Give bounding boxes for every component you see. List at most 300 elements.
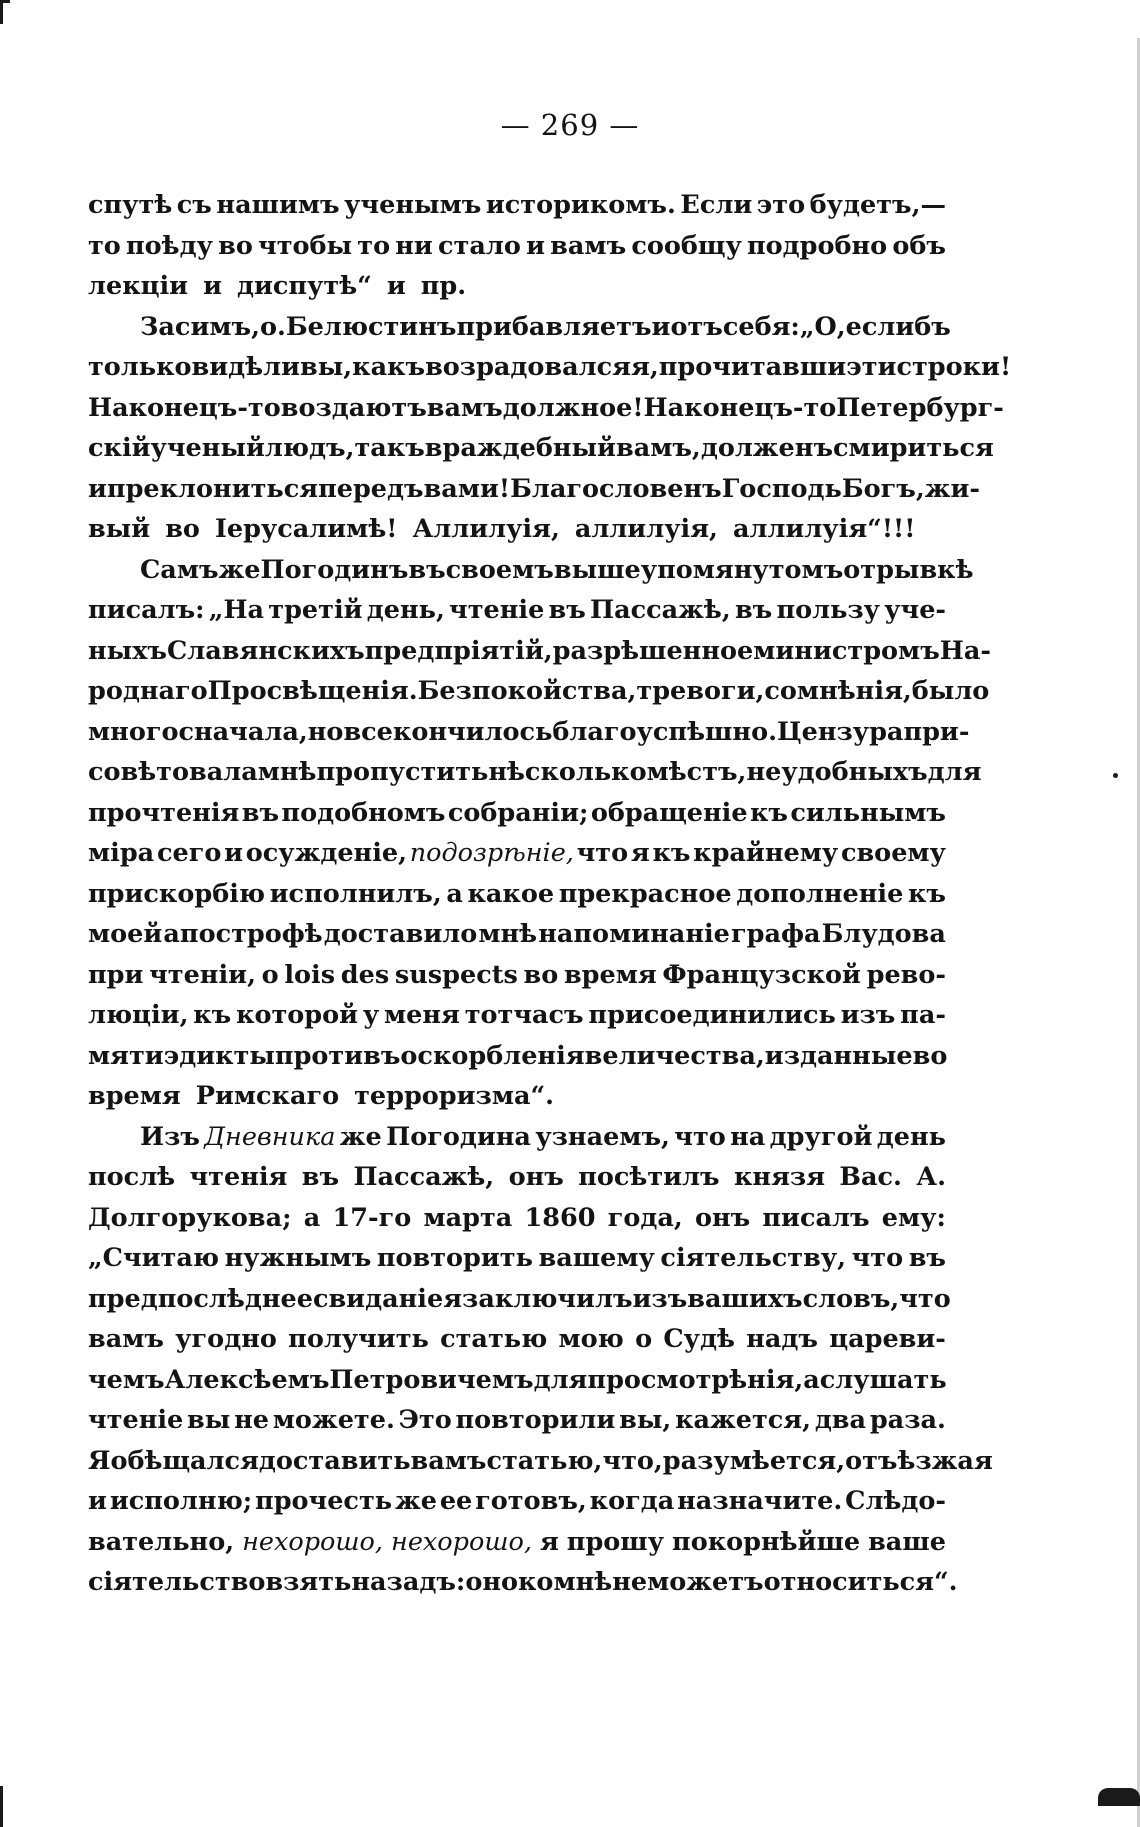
word: аллилуія, — [574, 514, 718, 544]
word: и — [88, 473, 107, 504]
text-line — [88, 307, 951, 348]
word: сіятельство — [88, 1567, 266, 1597]
word: Я — [88, 1445, 111, 1476]
word: историкомъ. — [485, 190, 676, 220]
word: и — [526, 230, 545, 261]
text-line — [88, 833, 946, 874]
word: своемъ — [445, 554, 554, 585]
word: о — [635, 1324, 653, 1354]
word: я — [630, 838, 650, 868]
word: Слѣдо- — [845, 1486, 946, 1516]
word: своему — [840, 838, 946, 868]
word: прошу — [566, 1526, 665, 1557]
word: обѣщался — [110, 1445, 259, 1476]
word: нашимъ — [216, 190, 340, 220]
word: и — [224, 838, 243, 868]
word: вышеупомянутомъ — [553, 554, 844, 585]
word: назначите. — [677, 1486, 843, 1516]
word: мѣстъ, — [646, 757, 747, 787]
word: и — [651, 311, 671, 342]
word: все — [343, 716, 393, 747]
text-line — [88, 1036, 946, 1077]
word: ученый — [150, 433, 265, 463]
word: вы, — [299, 352, 353, 382]
italic-word: подозрѣніе, — [409, 838, 574, 868]
word: что — [674, 1121, 726, 1152]
word: ни — [395, 230, 433, 261]
word: воздаютъ — [280, 392, 427, 423]
word: исполню; — [109, 1486, 253, 1516]
word: противъ — [274, 1040, 401, 1071]
word: цареви- — [829, 1324, 946, 1354]
word: совѣтовала — [88, 757, 258, 787]
word: нѣсколько — [488, 757, 647, 787]
word: предпослѣднее — [88, 1283, 313, 1314]
word: 1860 — [524, 1202, 596, 1233]
word: Безпокойства, — [417, 676, 637, 706]
word: графа — [730, 919, 821, 949]
word: прибавляетъ — [456, 311, 652, 342]
text-line — [88, 347, 1012, 388]
word: Цензура — [776, 716, 904, 747]
word: пр. — [420, 271, 467, 301]
text-line — [88, 226, 946, 267]
word: не — [234, 1405, 269, 1435]
body-text — [88, 185, 1012, 1603]
text-line — [88, 914, 946, 955]
word: какое — [467, 878, 555, 909]
word: въ — [734, 595, 773, 625]
word: эдикты — [163, 1040, 275, 1071]
word: „Считаю — [88, 1243, 220, 1273]
word: разумѣется, — [662, 1445, 846, 1476]
word: крайнему — [693, 838, 839, 868]
word: и — [386, 271, 406, 301]
word: изданные — [764, 1040, 913, 1071]
word: аллилуія“!!! — [732, 514, 916, 544]
word: Петровичемъ — [329, 1364, 534, 1395]
word: покорнѣйше — [672, 1526, 861, 1557]
word: повторить — [376, 1243, 533, 1273]
word: прекрасное — [558, 878, 732, 909]
text-line — [88, 631, 991, 672]
word: Вас. — [839, 1162, 902, 1192]
word: преклониться — [106, 473, 319, 504]
word: что — [576, 838, 629, 868]
word: прочтенія — [88, 797, 240, 828]
word: прочитавши — [658, 352, 847, 382]
word: тотчасъ — [464, 1000, 584, 1030]
word: Самъ — [140, 554, 219, 585]
text-line — [88, 509, 946, 550]
word: вамъ — [88, 1324, 164, 1354]
text-line — [88, 995, 946, 1036]
italic-word: нехорошо, — [391, 1526, 532, 1557]
word: словъ, — [802, 1283, 900, 1314]
word: не — [612, 1567, 648, 1597]
text-line — [88, 1319, 946, 1360]
word: можетъ — [647, 1567, 764, 1597]
word: ныхъ — [88, 635, 167, 666]
word: міра — [88, 838, 155, 868]
word: чемъ — [88, 1364, 165, 1395]
word: вамъ — [550, 230, 627, 261]
word: третій — [268, 595, 363, 625]
page-number: — 269 — — [500, 108, 640, 142]
word: было — [911, 676, 990, 706]
word: чтеніе — [449, 595, 545, 625]
word: въ — [301, 1162, 340, 1192]
word: доставило — [323, 919, 478, 949]
word: статью — [440, 1324, 548, 1354]
word: и — [203, 271, 222, 301]
word: лекціи — [88, 271, 189, 301]
word: для — [927, 757, 982, 787]
text-line — [88, 1441, 993, 1482]
word: а — [803, 1364, 820, 1395]
word: Судѣ — [663, 1324, 735, 1354]
word: прискорбію — [88, 878, 266, 909]
word: время — [88, 1081, 181, 1111]
word: Погодина — [386, 1121, 531, 1152]
word: людъ, — [264, 433, 355, 463]
word: вамъ — [410, 1445, 487, 1476]
word: день, — [366, 595, 445, 625]
word: „На — [208, 595, 265, 625]
word: прочесть — [255, 1486, 393, 1516]
word: роднаго — [88, 676, 208, 706]
word: вами! — [423, 473, 511, 504]
word: свиданіе — [312, 1283, 444, 1314]
word: вы — [187, 1405, 231, 1435]
word: писалъ — [762, 1202, 870, 1233]
word: дополненіе — [736, 878, 904, 909]
word: что — [899, 1283, 951, 1314]
word: меня — [384, 1000, 460, 1030]
word: смириться — [833, 433, 994, 463]
word: отрывкѣ — [843, 554, 974, 585]
word: Богъ, — [841, 473, 925, 504]
word: Петербург- — [836, 392, 1004, 423]
word: назадъ: — [351, 1567, 466, 1597]
text-line — [88, 185, 946, 226]
word: чтеніе — [88, 1405, 184, 1435]
word: Наконецъ-то — [643, 392, 837, 423]
text-line — [88, 712, 970, 753]
text-line — [88, 1117, 946, 1158]
word: у — [362, 1000, 380, 1030]
word: посѣтилъ — [578, 1162, 720, 1192]
word: повторили — [455, 1405, 616, 1435]
word: же — [339, 1121, 382, 1152]
word: апострофѣ — [163, 919, 323, 949]
word: во — [523, 959, 559, 990]
word: ваше — [868, 1526, 946, 1557]
text-line — [88, 1198, 946, 1239]
word: люціи, — [88, 1000, 189, 1030]
word: неудобныхъ — [746, 757, 928, 787]
word: когда — [589, 1486, 675, 1516]
scan-edge-mark — [0, 0, 10, 3]
word: присоединились — [588, 1000, 836, 1030]
text-line — [88, 590, 946, 631]
text-line — [88, 1481, 946, 1522]
word: сначала, — [178, 716, 308, 747]
word: а — [446, 878, 463, 909]
word: въ — [548, 595, 586, 625]
text-line — [88, 1238, 946, 1279]
word: ко — [518, 1567, 554, 1597]
word: къ — [193, 1000, 232, 1030]
scan-edge-mark — [0, 0, 3, 24]
word: это — [756, 190, 806, 220]
text-line — [88, 469, 980, 510]
word: изъ — [632, 1283, 688, 1314]
word: вашихъ — [687, 1283, 803, 1314]
word: при- — [903, 716, 970, 747]
word: Господь — [721, 473, 842, 504]
text-line — [88, 1076, 946, 1117]
ink-speck — [1113, 773, 1118, 778]
word: сообщу — [631, 230, 742, 261]
word: заключилъ — [462, 1283, 633, 1314]
word: себя: — [722, 311, 800, 342]
word: lois — [284, 959, 336, 990]
word: еслибъ — [845, 311, 951, 342]
word: же — [218, 554, 261, 585]
word: нужнымъ — [224, 1243, 372, 1273]
word: обращеніе — [590, 797, 748, 828]
word: я, — [631, 352, 659, 382]
text-line — [88, 752, 982, 793]
word: 17-го — [332, 1202, 412, 1233]
word: о. — [259, 311, 286, 342]
word: Просвѣщенія. — [207, 676, 418, 706]
word: относиться“. — [763, 1567, 958, 1597]
word: Благословенъ — [510, 473, 722, 504]
word: Римскаго — [195, 1081, 340, 1111]
word: къ — [652, 838, 691, 868]
word: чтеніи, — [149, 959, 256, 990]
word: объ — [892, 230, 946, 261]
word: мнѣ — [553, 1567, 613, 1597]
word: Если — [680, 190, 753, 220]
word: министромъ — [753, 635, 940, 666]
text-line — [88, 550, 974, 591]
word: для — [533, 1364, 588, 1395]
word: осужденіе, — [245, 838, 407, 868]
word: готовъ, — [475, 1486, 587, 1516]
word: будетъ,— — [809, 190, 946, 220]
word: во — [165, 514, 200, 544]
word: къ — [907, 878, 946, 909]
word: о — [261, 959, 279, 990]
word: Славянскихъ — [167, 635, 365, 666]
word: скій — [88, 433, 151, 463]
word: много — [88, 716, 179, 747]
word: ее — [439, 1486, 473, 1516]
word: отъ — [670, 311, 723, 342]
word: Наконецъ-то — [88, 392, 281, 423]
text-line — [88, 955, 946, 996]
word: уче- — [884, 595, 946, 625]
word: пропустить — [316, 757, 489, 787]
word: моей — [88, 919, 163, 949]
word: можете. — [272, 1405, 395, 1435]
word: мою — [558, 1324, 624, 1354]
word: тревоги, — [636, 676, 765, 706]
word: вательно, — [88, 1526, 235, 1557]
text-line — [88, 1522, 946, 1563]
italic-word: Дневника — [204, 1121, 336, 1152]
word: узнаемъ, — [535, 1121, 670, 1152]
word: строки! — [896, 352, 1012, 382]
word: вы, — [619, 1405, 672, 1435]
word: долженъ — [700, 433, 834, 463]
word: раза. — [869, 1405, 946, 1435]
word: ученымъ — [344, 190, 482, 220]
text-line — [88, 1562, 958, 1603]
word: во — [912, 1040, 948, 1071]
word: мнѣ — [478, 919, 538, 949]
word: въ — [408, 554, 446, 585]
word: suspects — [394, 959, 518, 990]
word: изъ — [840, 1000, 896, 1030]
word: кончилось — [392, 716, 553, 747]
word: мнѣ — [257, 757, 317, 787]
word: послѣ — [88, 1162, 176, 1192]
word: чтобы — [258, 230, 353, 261]
word: возрадовался — [425, 352, 632, 382]
word: сомнѣнія, — [764, 676, 912, 706]
word: статью, — [486, 1445, 603, 1476]
word: Алексѣемъ — [164, 1364, 330, 1395]
word: чтенія — [189, 1162, 288, 1192]
word: спутѣ — [88, 190, 173, 220]
scan-edge-mark — [0, 1786, 3, 1827]
word: къ — [749, 797, 788, 828]
word: угодно — [175, 1324, 277, 1354]
word: Изъ — [140, 1121, 200, 1152]
word: доставить — [258, 1445, 411, 1476]
word: два — [814, 1405, 867, 1435]
word: сильнымъ — [790, 797, 946, 828]
word: Французской — [662, 959, 861, 990]
word: года, — [607, 1202, 683, 1233]
word: диспутѣ“ — [236, 271, 372, 301]
word: ему: — [881, 1202, 946, 1233]
text-line — [88, 1360, 946, 1401]
word: па- — [900, 1000, 946, 1030]
word: на — [730, 1121, 766, 1152]
word: а — [303, 1202, 321, 1233]
word: получить — [288, 1324, 429, 1354]
word: разрѣшенное — [552, 635, 754, 666]
word: „О, — [799, 311, 846, 342]
word: рево- — [866, 959, 946, 990]
text-line — [88, 266, 946, 307]
word: при — [88, 959, 144, 990]
word: отъѣзжая — [845, 1445, 993, 1476]
word: князя — [734, 1162, 826, 1192]
word: За — [140, 311, 175, 342]
word: предпріятій, — [364, 635, 553, 666]
text-line — [88, 793, 946, 834]
word: же — [394, 1486, 437, 1516]
word: что, — [602, 1445, 663, 1476]
word: такъ — [354, 433, 425, 463]
word: А. — [916, 1162, 946, 1192]
word: des — [340, 959, 390, 990]
word: видѣли — [191, 352, 300, 382]
word: напоминаніе — [538, 919, 730, 949]
word: день — [876, 1121, 946, 1152]
word: Аллилуія, — [412, 514, 560, 544]
word: сего — [156, 838, 222, 868]
word: вый — [88, 514, 151, 544]
word: взять — [265, 1567, 352, 1597]
word: сіятельству, — [660, 1243, 847, 1273]
word: исполнилъ, — [269, 878, 442, 909]
word: писалъ: — [88, 595, 205, 625]
word: и — [88, 1486, 107, 1516]
word: время — [563, 959, 657, 990]
word: На- — [939, 635, 991, 666]
word: то — [88, 230, 121, 261]
word: въ — [908, 1243, 946, 1273]
word: благоуспѣшно. — [552, 716, 777, 747]
text-line — [88, 428, 994, 469]
word: то — [357, 230, 391, 261]
word: подробно — [746, 230, 888, 261]
word: онъ — [694, 1202, 751, 1233]
text-line — [88, 671, 990, 712]
word: вамъ — [426, 392, 503, 423]
word: терроризма“. — [354, 1081, 555, 1111]
word: надъ — [746, 1324, 818, 1354]
word: передъ — [318, 473, 424, 504]
word: слушать — [819, 1364, 947, 1395]
text-line — [88, 1279, 951, 1320]
word: поѣду — [126, 230, 213, 261]
text-line — [88, 1400, 946, 1441]
word: подобномъ — [281, 797, 446, 828]
word: но — [307, 716, 344, 747]
word: должное! — [502, 392, 644, 423]
word: что — [851, 1243, 904, 1273]
word: Пассажѣ, — [590, 595, 731, 625]
word: вамъ, — [615, 433, 701, 463]
word: во — [218, 230, 253, 261]
word: оскорбленія — [400, 1040, 585, 1071]
word: просмотрѣнія, — [587, 1364, 804, 1395]
word: я — [443, 1283, 463, 1314]
word: Долгорукова; — [88, 1202, 292, 1233]
word: собраніи; — [447, 797, 589, 828]
word: какъ — [352, 352, 426, 382]
word: враждебный — [424, 433, 616, 463]
word: пользу — [776, 595, 880, 625]
word: онъ — [508, 1162, 564, 1192]
word: жи- — [924, 473, 980, 504]
text-line — [88, 388, 1004, 429]
word: Іерусалимѣ! — [214, 514, 398, 544]
italic-word: нехорошо, — [242, 1526, 384, 1557]
scan-edge-blot — [1098, 1788, 1140, 1806]
word: съ — [176, 190, 212, 220]
word: другой — [769, 1121, 873, 1152]
word: Блудова — [821, 919, 946, 949]
